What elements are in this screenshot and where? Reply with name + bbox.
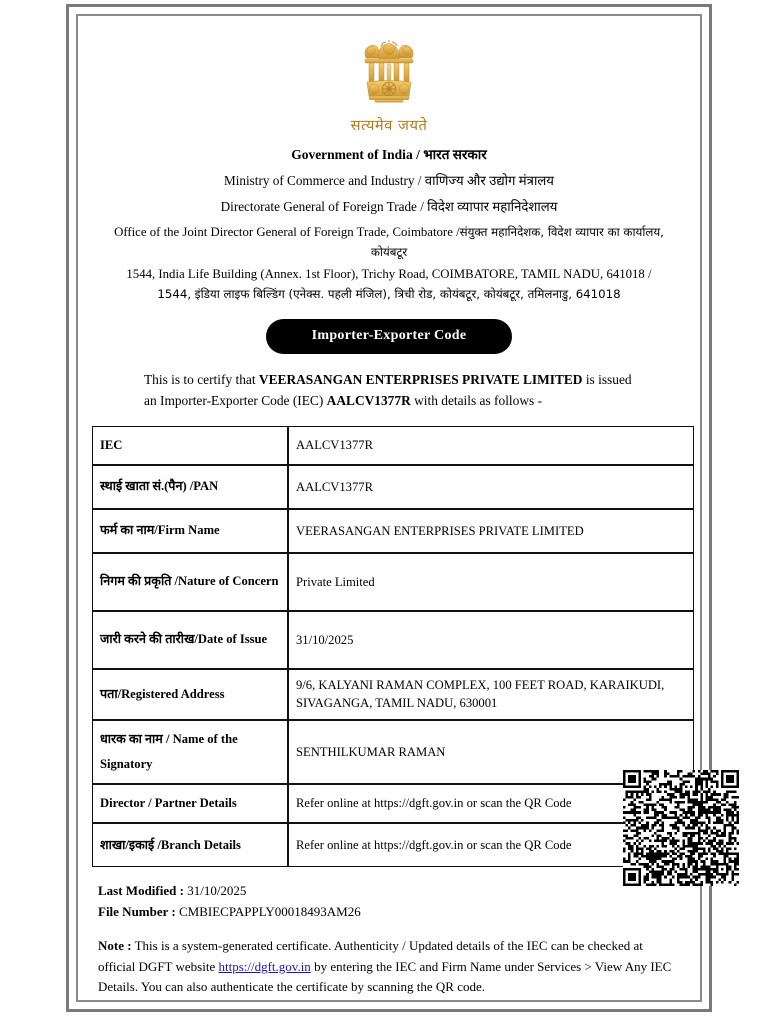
certify-iec: AALCV1377R [326,393,411,409]
table-row-value: VEERASANGAN ENTERPRISES PRIVATE LIMITED [288,509,694,553]
table-row-label: स्थाई खाता सं.(पैन) /PAN [92,465,288,509]
directorate-line [92,197,686,217]
table-row-value: 9/6, KALYANI RAMAN COMPLEX, 100 FEET ROAD, KARAIKUDI, SIVAGANGA, TAMIL NADU, 630001 [288,669,694,720]
table-row [92,553,694,611]
directorate-text: Directorate General of Foreign Trade / विदेश व्यापार महानिदेशालय [220,199,558,215]
table-row [92,611,694,669]
iec-details-table [92,426,694,867]
table-row-label: निगम की प्रकृति /Nature of Concern [92,553,288,611]
importer-exporter-code-banner: Importer-Exporter Code [266,319,513,354]
table-row [92,784,694,823]
office-address-line [92,265,686,305]
table-row-value: Refer online at https://dgft.gov.in or scan the QR Code [288,784,694,823]
certification-statement [92,370,686,412]
office-address-en: 1544, India Life Building (Annex. 1st Floor), Trichy Road, COIMBATORE, TAMIL NADU, 641018 / [126,266,652,281]
certify-middle: is issued an Importer-Exporter Code (IEC) [144,372,632,409]
page-title-government [92,145,686,165]
qr-code-icon [623,769,739,887]
table-row [92,669,694,720]
table-row-label: फर्म का नाम/Firm Name [92,509,288,553]
table-row-label: जारी करने की तारीख/Date of Issue [92,611,288,669]
table-row [92,823,694,867]
table-row-label: पता/Registered Address [92,669,288,720]
india-national-emblem-ashoka-pillar-icon [92,40,686,120]
note-text-1: This is a system-generated certificate. Authenticity / Updated details of the IEC can be checked at official DGFT website [98,938,643,974]
table-row-value: 31/10/2025 [288,611,694,669]
table-row-value: Refer online at https://dgft.gov.in or scan the QR Code [288,823,694,867]
table-row [92,720,694,784]
ministry-text: Ministry of Commerce and Industry / वाणिज्य और उद्योग मंत्रालय [224,173,554,189]
table-row-label: शाखा/इकाई /Branch Details [92,823,288,867]
table-row-value: AALCV1377R [288,465,694,509]
ministry-line [92,171,686,191]
emblem-motto: सत्यमेव जयते [350,117,428,134]
table-row-value: SENTHILKUMAR RAMAN [288,720,694,784]
table-row [92,426,694,465]
office-address-hi: 1544, इंडिया लाइफ बिल्डिंग (एनेक्स. पहली मंजिल), त्रिची रोड, कोयंबटूर, कोयंबटूर, तमिलनाडु, 641018 [157,286,621,301]
file-number-label: File Number : [98,903,176,919]
last-modified-label: Last Modified : [98,883,184,899]
note-block [98,936,680,998]
certify-prefix: This is to certify that [144,372,259,388]
emblem-block [92,30,686,134]
banner-row [92,319,686,354]
page-inner-border [76,14,702,1002]
table-row [92,509,694,553]
document-meta [98,881,686,923]
note-label: Note : [98,938,132,953]
office-text-hi: संयुक्त महानिदेशक, विदेश व्यापार का कार्यालय, कोयंबटूर [370,225,664,259]
table-row-value: Private Limited [288,553,694,611]
document-body [78,16,700,1000]
file-number-value: CMBIECPAPPLY00018493AM26 [179,903,361,919]
last-modified-value: 31/10/2025 [187,883,247,899]
table-row [92,465,694,509]
certify-firm-name: VEERASANGAN ENTERPRISES PRIVATE LIMITED [258,372,583,388]
table-row-label: IEC [92,426,288,465]
table-row-label: धारक का नाम / Name of the Signatory [92,720,288,784]
government-of-india-text: Government of India / भारत सरकार [291,147,487,163]
table-row-label: Director / Partner Details [92,784,288,823]
page-outer-border [66,4,712,1012]
file-number-row [98,902,686,923]
certify-suffix: with details as follows - [410,393,543,409]
last-modified-row [98,881,686,902]
dgft-website-link[interactable]: https://dgft.gov.in [218,958,311,974]
table-row-value: AALCV1377R [288,426,694,465]
office-text-en: Office of the Joint Director General of Foreign Trade, Coimbatore / [114,225,460,240]
office-line [92,223,686,263]
note-text-2: by entering the IEC and Firm Name under Services > View Any IEC Details. You can also authenticate the certificate by scanning the QR code. [98,958,672,995]
